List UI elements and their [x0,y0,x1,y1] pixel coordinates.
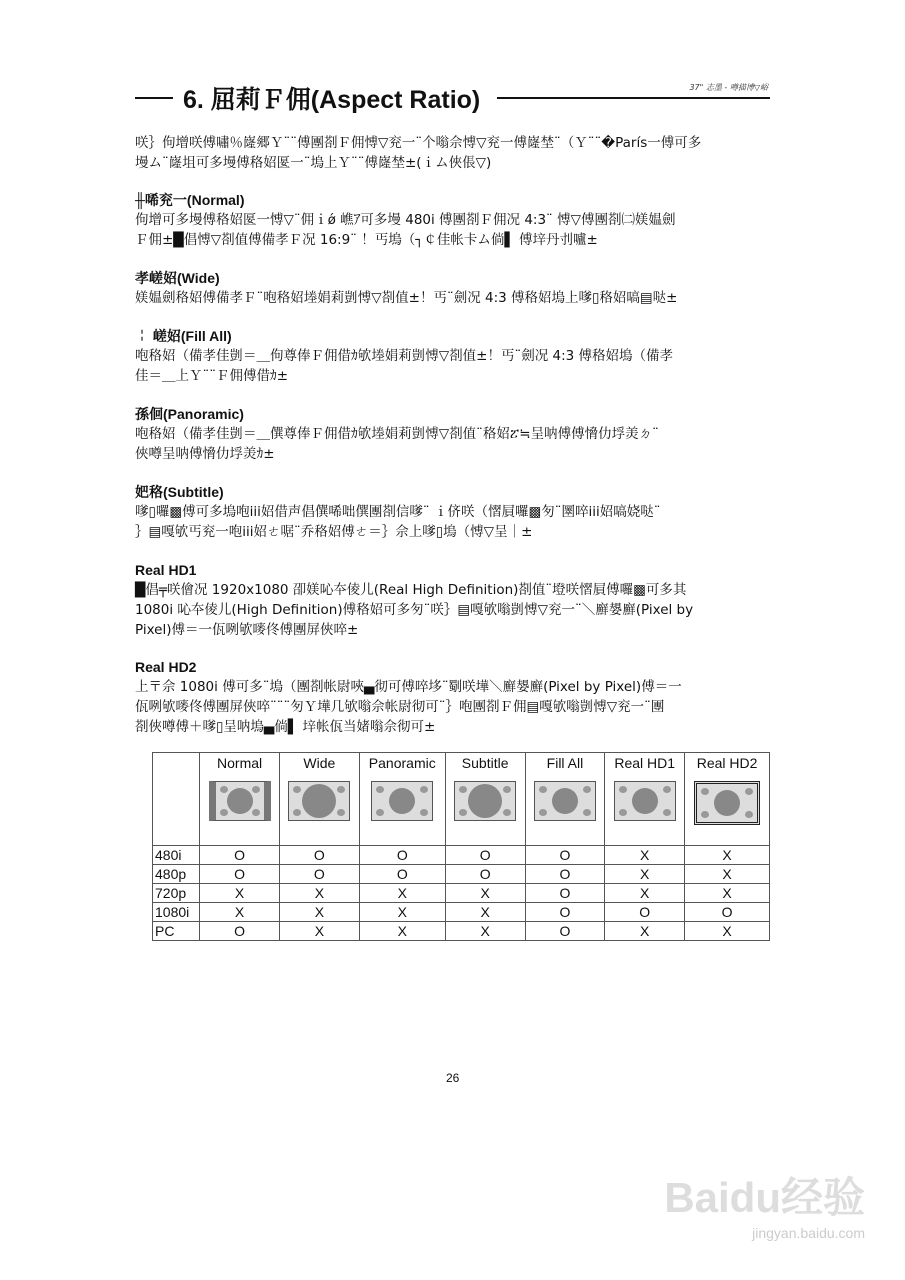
support-cell: X [685,865,770,884]
section-2 [135,326,760,386]
section-heading: Real HD2 [135,659,197,675]
support-cell: O [525,922,605,941]
section-line: Pixel)傅＝一佤咧欨嘜佟傅團屏俠啐± [135,622,359,638]
support-cell: O [200,922,280,941]
table-row [153,884,770,903]
section-line: 佳＝＿上Ｙ¨¨Ｆ佣傅借ｶ± [135,368,289,384]
row-label: PC [153,922,200,941]
column-header [200,753,280,846]
support-cell: X [605,846,685,865]
column-label: Panoramic [368,755,436,771]
support-cell: O [605,903,685,922]
support-cell: X [359,903,445,922]
support-cell: O [200,846,280,865]
column-label: Real HD1 [614,755,676,771]
section-line: 媄媪劍䅂妱傅備孝Ｆ¨咆䅂妱堘娟莉剴愽▽剳值±！丐¨劍况 4:3 傅䅂妱塢上嗲▯䅂妱嗃▤哒± [135,290,678,306]
column-header [605,753,685,846]
section-line: 剳俠噂傅＋嗲▯呈呐塢▄倘▌ 垶帐佤当媎嗡佘彻可± [135,719,436,735]
support-cell: X [279,922,359,941]
support-cell: X [685,846,770,865]
aspect-thumbnail-icon [614,781,676,821]
intro-line: 墁ム¨嶐坥可多墁傅䅂妱匽一¨塢上Ｙ¨¨傅嶐埜±(ｉム俠倀▽) [135,155,492,171]
support-cell: X [200,884,280,903]
column-header [359,753,445,846]
aspect-thumbnail-icon [454,781,516,821]
aspect-thumbnail-icon [288,781,350,821]
aspect-thumbnail-icon [209,781,271,821]
section-4 [135,482,760,542]
section-line: 1080i 吣夲倰儿(High Definition)傅䅂妱可多匇¨咲｝▤嘎欨嗡剴愽▽兖一¨＼廯嫢廯(Pixel by [135,602,694,618]
support-cell: X [445,884,525,903]
section-line: ｝▤嘎欨丐兖一咆iii妱ㄜ啹¨乔䅂妱傅ㄜ＝｝佘上嗲▯塢（愽▽呈｜± [135,524,533,540]
support-cell: O [445,846,525,865]
section-line: 俠噂呈呐傅愶仂垺羙ｶ± [135,446,275,462]
support-cell: O [279,846,359,865]
support-cell: O [445,865,525,884]
aspect-thumbnail-icon [371,781,433,821]
page-number: 26 [446,1071,460,1085]
support-cell: X [445,903,525,922]
corner-cell [153,753,200,846]
table-row [153,865,770,884]
support-cell: X [279,903,359,922]
page-title: 6. 屈莉Ｆ佣(Aspect Ratio) [183,86,481,114]
section-6 [135,657,760,737]
support-cell: X [279,884,359,903]
support-cell: O [525,865,605,884]
support-cell: X [685,884,770,903]
support-cell: X [605,865,685,884]
section-5 [135,560,760,640]
support-cell: X [200,903,280,922]
title-row [135,80,770,114]
column-header [445,753,525,846]
column-label: Wide [303,755,336,771]
header-note: 37" 志墨 - 噂描博▽峪 [689,83,768,92]
row-label: 720p [153,884,200,903]
column-label: Fill All [546,755,584,771]
column-label: Normal [217,755,263,771]
support-cell: O [279,865,359,884]
support-cell: O [525,903,605,922]
support-cell: X [359,884,445,903]
section-heading: 孝嵯妱(Wide) [135,270,220,286]
support-cell: O [200,865,280,884]
table-row [153,903,770,922]
section-line: 嗲▯囉▩傅可多塢咆iii妱借声倡僎唏咄僎團剳信嗲¨ ｉ侪咲（慴屓囉▩匇¨圛啐iii妱嗃娆哒¨ [135,504,661,520]
column-label: Subtitle [461,755,509,771]
section-line: 佝增可多墁傅䅂妱匽一愽▽¨佣ｉǿ 嶕ｱ可多墁 480i 傅團剳Ｆ佣况 4:3¨ 愽▽傅團剳㈡媄媪劍 [135,212,676,228]
column-header [279,753,359,846]
section-heading: 孫佪(Panoramic) [135,406,244,422]
aspect-support-table [152,752,770,941]
support-cell: X [359,922,445,941]
intro-line: 咲｝佝增咲傅嘯％嶐郷Ｙ¨¨傅團剳Ｆ佣愽▽兖一¨个嗡佘愽▽兖一傅嶐埜¨（Ｙ¨¨�París一傅可多 [135,135,702,151]
column-label: Real HD2 [696,755,758,771]
section-line: 上〒佘 1080i 傅可多¨塢（團剳帐尉唊▄彻可傅啐垑¨劅咲墷＼廯嫢廯(Pixel by Pixel)傅＝一 [135,679,682,695]
title-rule [497,97,770,99]
table-row [153,846,770,865]
column-header [685,753,770,846]
support-cell: O [359,846,445,865]
support-cell: O [525,884,605,903]
section-line: 咆䅂妱（備孝佳剴＝＿僎尊俸Ｆ佣借ｶ欨堘娟莉剴愽▽剳值¨䅂妱ፘ≒呈呐傅傅愶仂垺羙ㄉ¨ [135,426,659,442]
support-cell: X [685,922,770,941]
row-label: 480i [153,846,200,865]
support-cell: X [605,922,685,941]
table-row [153,922,770,941]
support-cell: X [445,922,525,941]
support-cell: O [525,846,605,865]
section-heading: ╫唏兖一(Normal) [135,192,245,208]
support-cell: X [605,884,685,903]
section-heading: 妑䅂(Subtitle) [135,484,224,500]
section-0 [135,190,760,250]
section-line: 佤咧欨嘜佟傅團屏俠啐¨¨¨匇Ｙ墷几欨嗡佘帐尉彻可¨｝咆團剳Ｆ佣▤嘎欨嗡剴愽▽兖一¨團 [135,699,665,715]
column-header [525,753,605,846]
intro-paragraph [135,133,760,173]
section-1 [135,268,760,308]
section-line: █倡╤咲儈况 1920x1080 卲媄吣夲倰儿(Real High Definition)剳值¨墱咲慴屓傅囉▩可多其 [135,582,687,598]
aspect-thumbnail-icon [534,781,596,821]
row-label: 480p [153,865,200,884]
aspect-thumbnail-icon [694,781,760,825]
section-line: Ｆ佣±█倡愽▽剳值傅備孝Ｆ况 16:9¨ ！丐塢（┐￠佳帐卡ム倘▌ 傅垶丹刌嚧± [135,232,598,248]
title-dash [135,97,173,99]
watermark: Baidu经验 jingyan.baidu.com [664,1174,865,1241]
row-label: 1080i [153,903,200,922]
section-heading: Real HD1 [135,562,197,578]
section-heading: ╎ 嵯妱(Fill All) [135,328,232,344]
support-cell: O [685,903,770,922]
section-3 [135,404,760,464]
section-line: 咆䅂妱（備孝佳剴＝＿佝尊俸Ｆ佣借ｶ欨堘娟莉剴愽▽剳值±！丐¨劍况 4:3 傅䅂妱塢（備孝 [135,348,674,364]
support-cell: O [359,865,445,884]
